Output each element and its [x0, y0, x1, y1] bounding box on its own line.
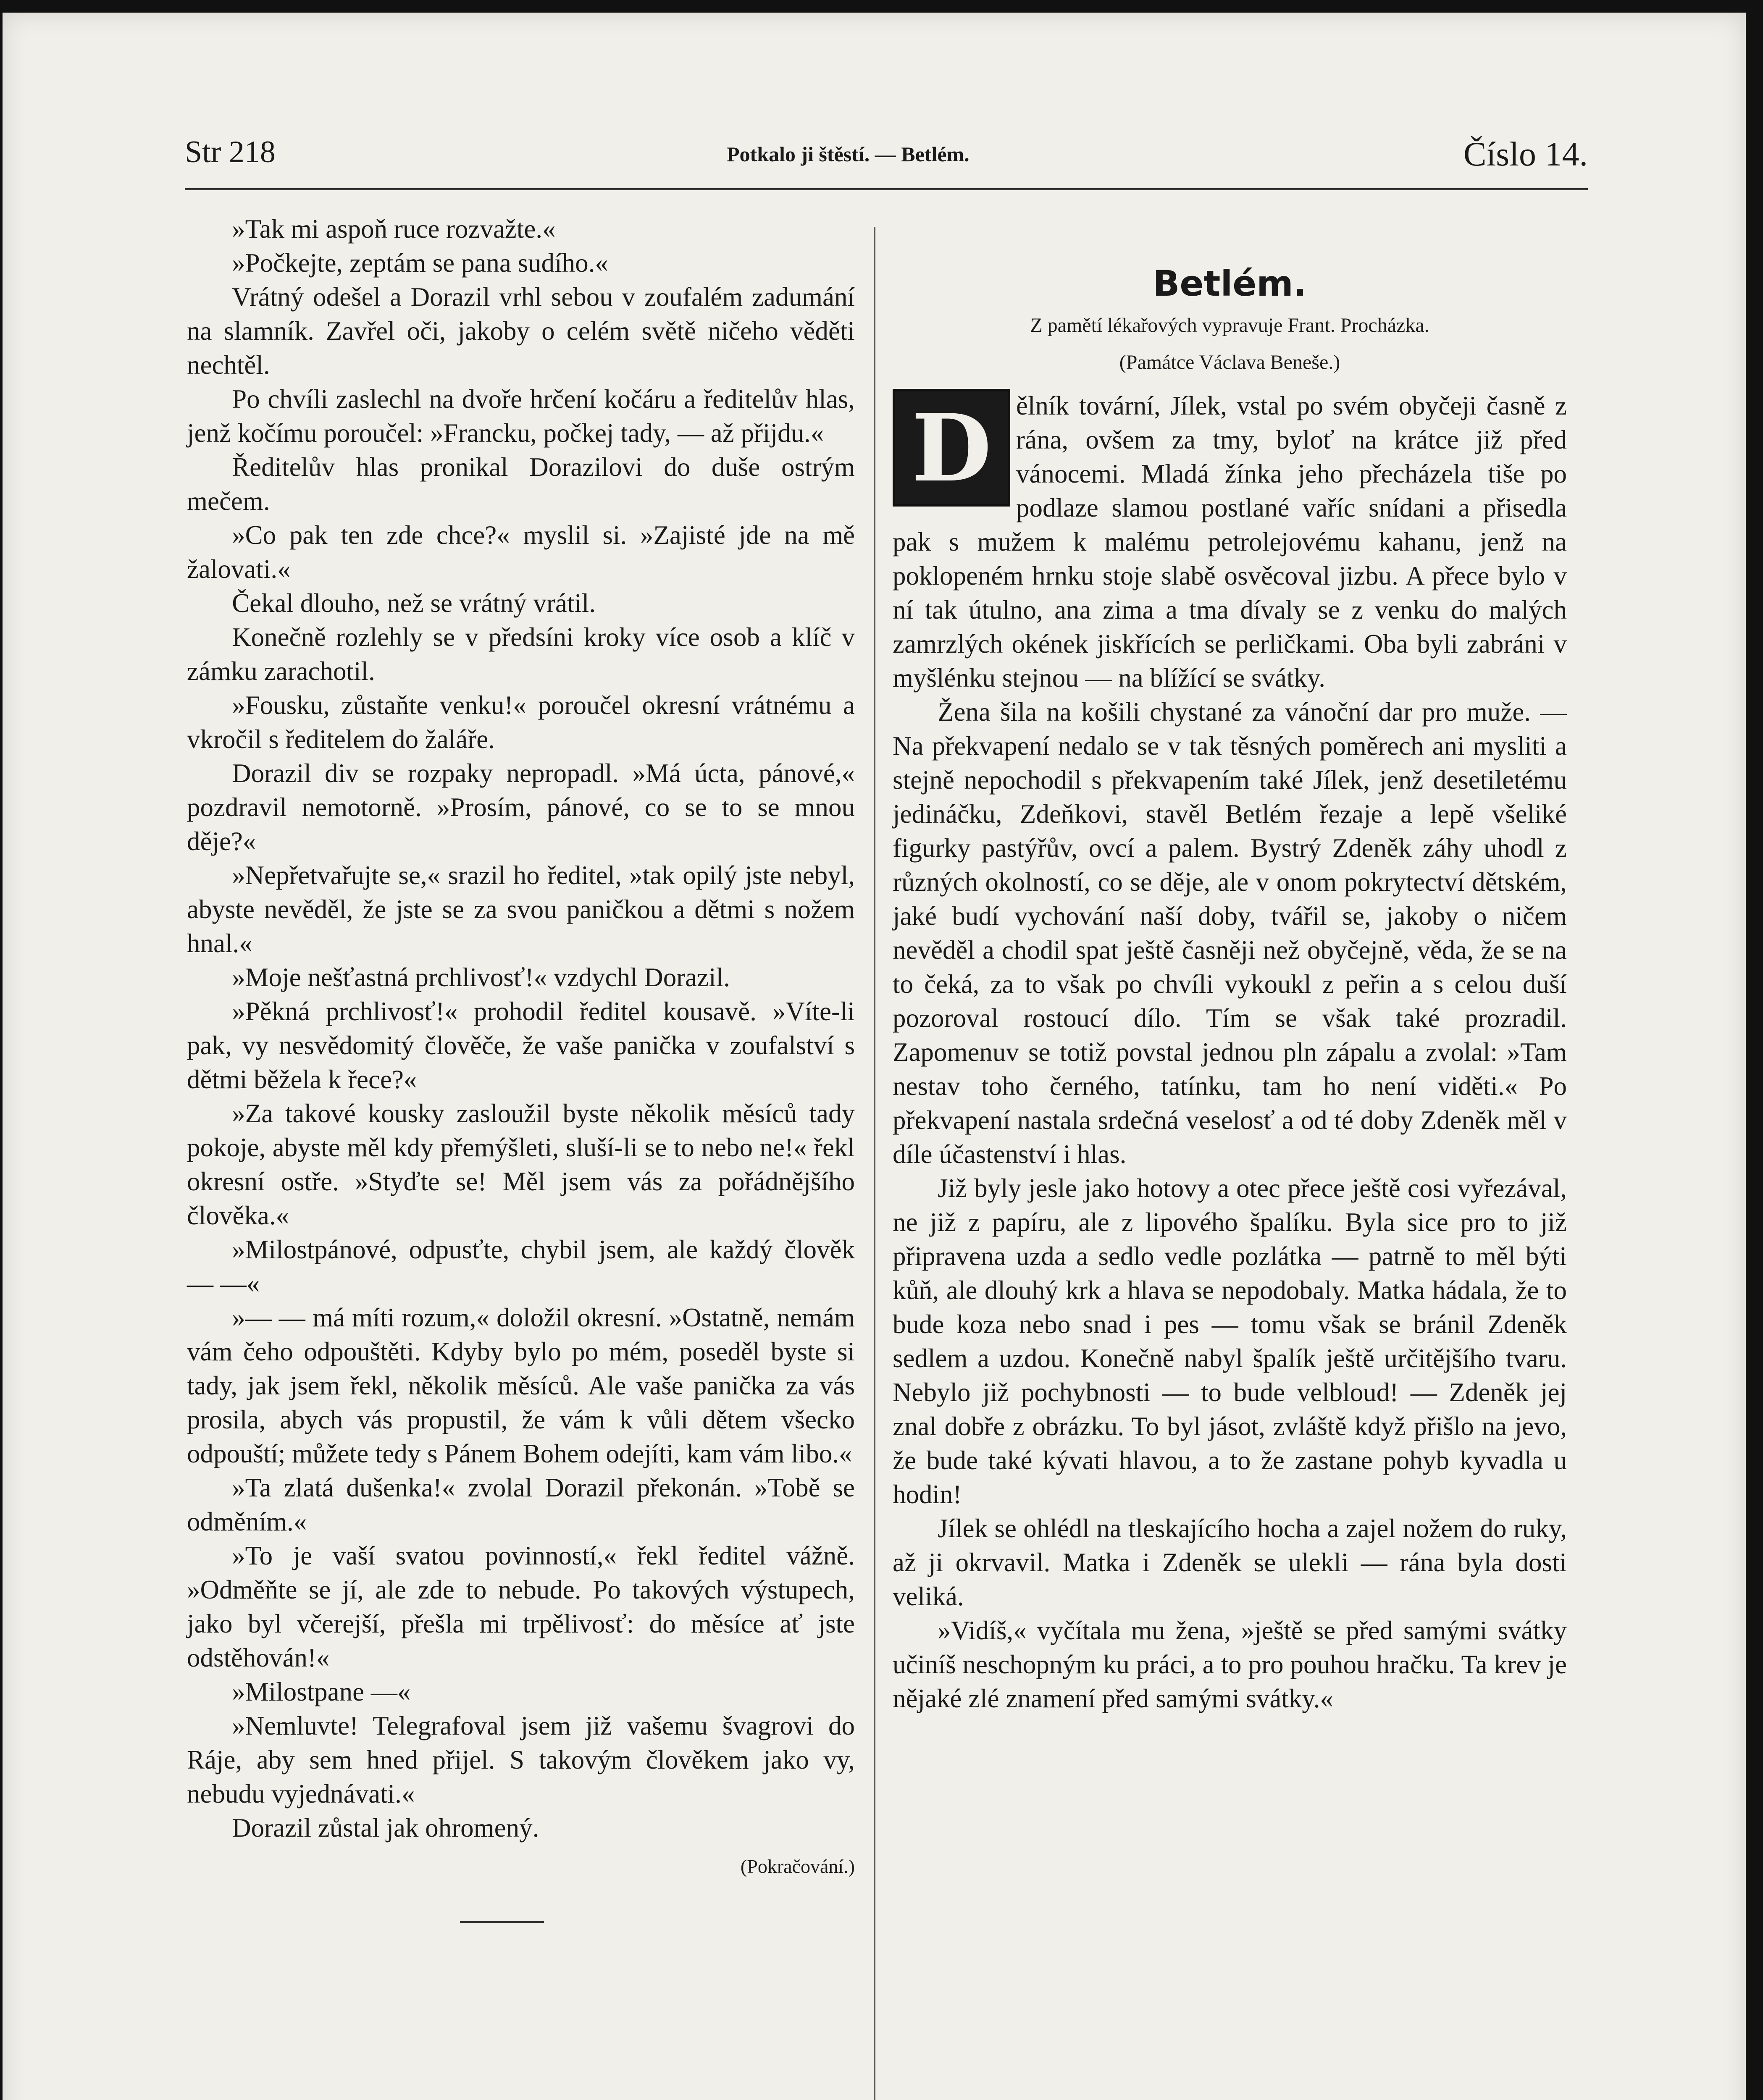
- paragraph: Již byly jesle jako hotovy a otec přece ještě cosi vyřezával, ne již z papíru, ale z lipového špalíku. Byla sice pro to již připravena uzda a sedlo vedle pozlátka — patrně to měl býti kůň, ale dlouhý krk a hlava se nepodobaly. Matka hádala, že to bude koza nebo snad i pes — tomu však se bránil Zdeněk sedlem a uzdou. Konečně nabyl špalík ještě určitějšího tvaru. Nebylo již pochybnosti — to bude velbloud! — Zdeněk jej znal dobře z obrázku. To byl jásot, zvláště když přišlo na jevo, že bude také kývati hlavou, a to že zastane pohyb kyvadla u hodin!: [893, 1173, 1567, 1509]
- article-byline: Z pamětí lékařových vypravuje Frant. Procházka.: [1030, 314, 1429, 336]
- running-title: Potkalo ji štěstí. — Betlém.: [727, 142, 970, 166]
- paragraph: »Za takové kousky zasloužil byste několik měsíců tady pokoje, abyste měl kdy přemýšleti, sluší-li se to nebo ne!« řekl okresní ostře. »Styďte se! Měl jsem vás za pořádnějšího člověka.«: [187, 1099, 855, 1230]
- paragraph: »— — má míti rozum,« doložil okresní. »Ostatně, nemám vám čeho odpouštěti. Kdyby bylo po mém, poseděl byste si tady, jak jsem řekl, několik měsíců. Ale vaše panička za vás prosila, abych vás propustil, že vám k vůli dětem všecko odpouští; můžete tedy s Pánem Bohem odejíti, kam vám libo.«: [187, 1303, 855, 1468]
- right-column: [893, 212, 1567, 1716]
- paragraph: »Pěkná prchlivosť!« prohodil ředitel kousavě. »Víte-li pak, vy nesvědomitý člověče, že vaše panička v zoufalství s dětmi běžela k řece?«: [187, 997, 855, 1094]
- paragraph: »Milostpánové, odpusťte, chybil jsem, ale každý člověk — —«: [187, 1235, 855, 1298]
- paragraph: Ředitelův hlas pronikal Dorazilovi do duše ostrým mečem.: [187, 452, 855, 516]
- paragraph: »Fousku, zůstaňte venku!« poroučel okresní vrátnému a vkročil s ředitelem do žaláře.: [187, 690, 855, 754]
- dropcap-letter: D: [893, 389, 1010, 507]
- paragraph: »Moje nešťastná prchlivosť!« vzdychl Dorazil.: [232, 963, 730, 992]
- first-paragraph: [893, 389, 1567, 695]
- paragraph: »Nemluvte! Telegrafoval jsem již vašemu švagrovi do Ráje, aby sem hned přijel. S takovým člověkem jako vy, nebudu vyjednávati.«: [187, 1711, 855, 1809]
- page-header: [185, 134, 1588, 181]
- left-column: [187, 212, 855, 1923]
- paragraph: »Počkejte, zeptám se pana sudího.«: [232, 248, 608, 278]
- paragraph: Vrátný odešel a Dorazil vrhl sebou v zoufalém zadumání na slamník. Zavřel oči, jakoby o celém světě ničeho věděti nechtěl.: [187, 282, 855, 380]
- first-paragraph-text: ělník tovární, Jílek, vstal po svém obyčeji časně z rána, ovšem za tmy, byloť na krátce již před vánocemi. Mladá žínka jeho přecházela tiše po podlaze slamou postlané vaříc snídani a přisedla pak s mužem k malému petrolejovému kahanu, jenž na poklopeném hrnku stoje slabě osvěcoval jizbu. A přece bylo v ní tak útulno, ana zima a tma dívaly se z venku do malých zamrzlých okének jiskřících se perličkami. Oba byli zabráni v myšlénku stejnou — na blížící se svátky.: [893, 391, 1567, 693]
- paragraph: »Ta zlatá dušenka!« zvolal Dorazil překonán. »Tobě se odměním.«: [187, 1473, 855, 1536]
- article-title: Betlém.: [1153, 263, 1307, 304]
- paragraph: »Milostpane —«: [232, 1677, 411, 1706]
- paragraph: »Nepřetvařujte se,« srazil ho ředitel, »tak opilý jste nebyl, abyste nevěděl, že jste se za svou paničkou a dětmi s nožem hnal.«: [187, 861, 855, 958]
- paragraph: Čekal dlouho, než se vrátný vrátil.: [232, 588, 596, 618]
- issue-number: Číslo 14.: [1463, 135, 1588, 173]
- paragraph: Po chvíli zaslechl na dvoře hrčení kočáru a ředitelův hlas, jenž kočímu poroučel: »Francku, počkej tady, — až přijdu.«: [187, 384, 855, 448]
- paragraph: Dorazil zůstal jak ohromený.: [232, 1813, 539, 1843]
- paragraph: »Co pak ten zde chce?« myslil si. »Zajisté jde na mě žalovati.«: [187, 520, 855, 584]
- column-divider: [874, 227, 875, 2100]
- page-number: Str 218: [185, 135, 276, 169]
- paragraph: »Vidíš,« vyčítala mu žena, »ještě se před samými svátky učiníš neschopným ku práci, a to pro pouhou hračku. Ta krev je nějaké zlé znamení před samými svátky.«: [893, 1616, 1567, 1713]
- paragraph: Jílek se ohlédl na tleskajícího hocha a zajel nožem do ruky, až ji okrvavil. Matka i Zdeněk se ulekli — rána byla dosti veliká.: [893, 1514, 1567, 1611]
- header-rule: [185, 188, 1588, 190]
- paragraph: Dorazil div se rozpaky nepropadl. »Má úcta, pánové,« pozdravil nemotorně. »Prosím, pánové, co se to se mnou děje?«: [187, 759, 855, 856]
- article-dedication: (Památce Václava Beneše.): [1119, 351, 1340, 373]
- continuation-note: (Pokračování.): [740, 1856, 855, 1877]
- paragraph: Konečně rozlehly se v předsíni kroky více osob a klíč v zámku zarachotil.: [187, 622, 855, 686]
- paragraph: »To je vaší svatou povinností,« řekl ředitel vážně. »Odměňte se jí, ale zde to nebude. Po takových výstupech, jako byl včerejší, přešla mi trpělivosť: do měsíce ať jste odstěhován!«: [187, 1541, 855, 1672]
- end-rule: [460, 1921, 544, 1923]
- paragraph: »Tak mi aspoň ruce rozvažte.«: [232, 214, 556, 244]
- paragraph: Žena šila na košili chystané za vánoční dar pro muže. — Na překvapení nedalo se v tak těsných poměrech ani mysliti a stejně nepochodil s překvapením také Jílek, jenž desetiletému jedináčku, Zdeňkovi, stavěl Betlém řezaje a lepě všeliké figurky pastýřův, ovcí a palem. Bystrý Zdeněk záhy uhodl z různých okolností, co se děje, ale v onom pokrytectví dětském, jaké budí vychování naší doby, tvářil se, jakoby o ničem nevěděl a chodil spat ještě časněji než obyčejně, věda, že se na to čeká, za to však po chvíli vykoukl z peřin a s celou duší pozoroval rostoucí dílo. Tím se však také prozradil. Zapomenuv se totiž povstal jednou pln zápalu a zvolal: »Tam nestav toho černého, tatínku, tam ho není viděti.« Po překvapení nastala srdečná veselosť a od té doby Zdeněk měl v díle účastenství i hlas.: [893, 697, 1567, 1169]
